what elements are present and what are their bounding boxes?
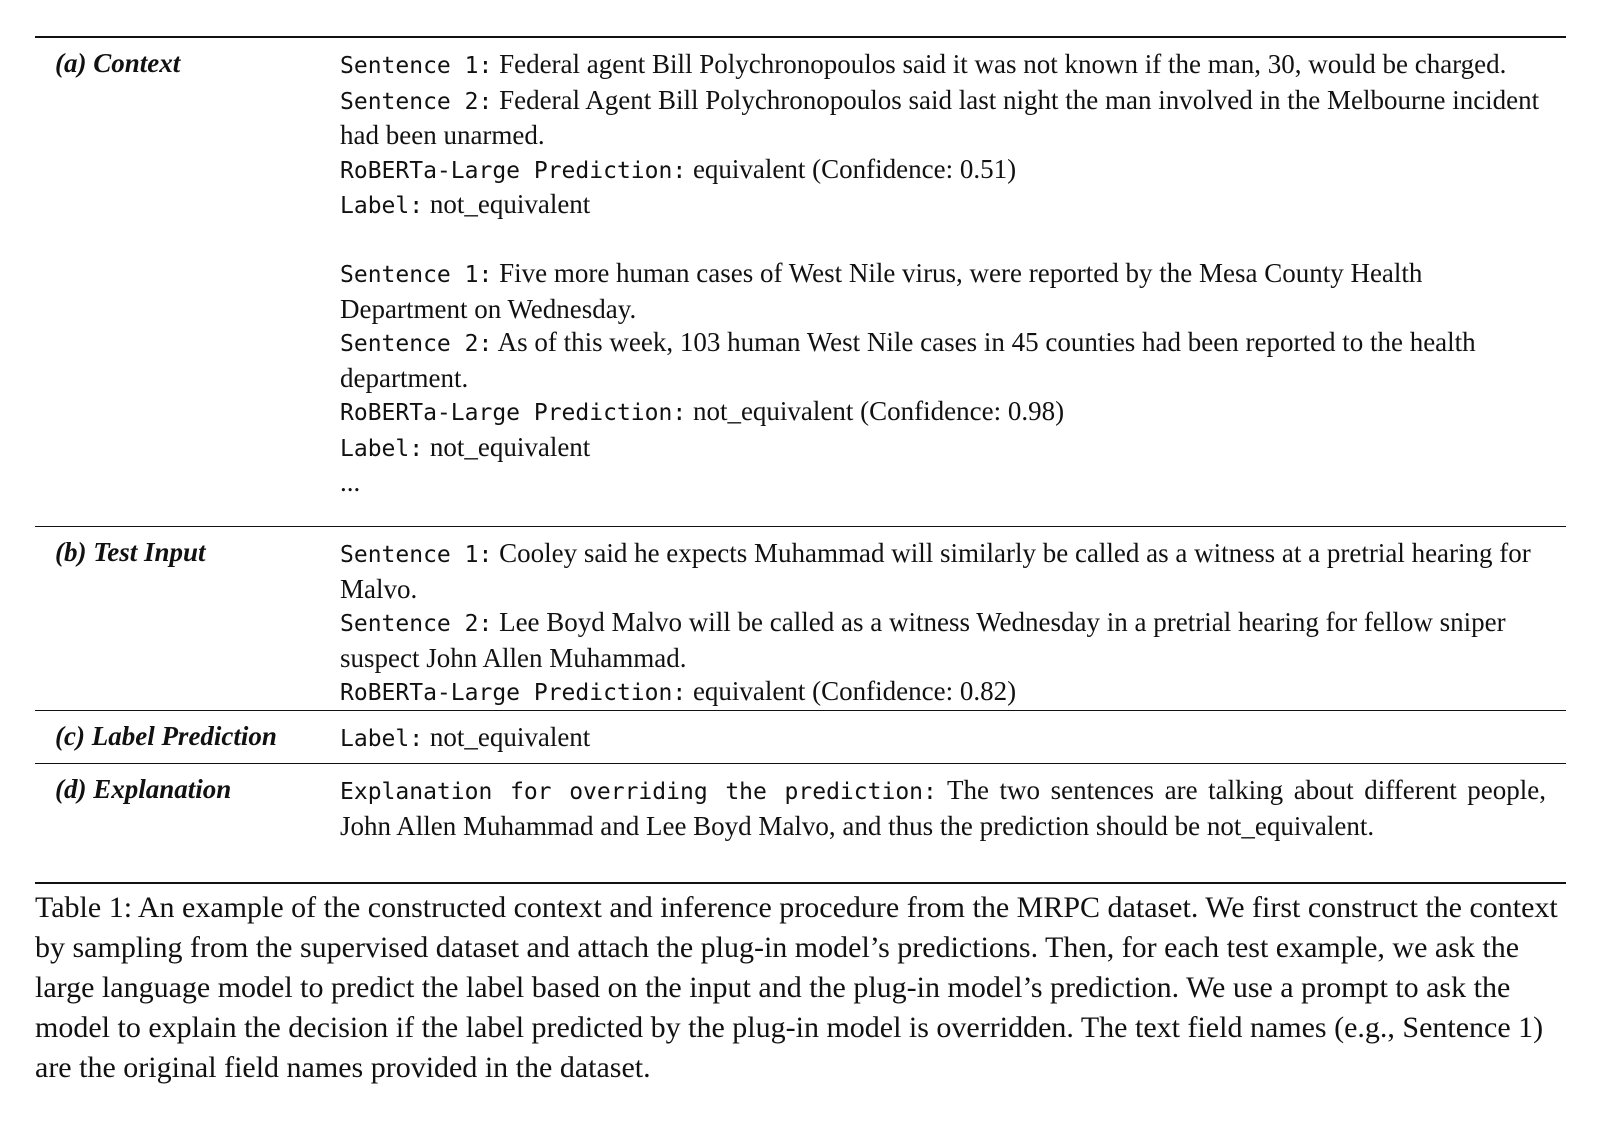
label-text: not_equivalent [429, 431, 591, 462]
sentence-text: Lee Boyd Malvo will be called as a witness Wednesday in a pretrial hearing for fellow sniper suspect John Allen Muhammad. [340, 607, 1506, 673]
example-prediction [340, 153, 1546, 189]
label-text: not_equivalent [429, 722, 591, 752]
example-table [35, 36, 1566, 884]
sentence-text: Federal agent Bill Polychronopoulos said it was not known if the man, 30, would be charged. [499, 49, 1507, 79]
predicted-label [340, 721, 1546, 757]
sentence-text: Cooley said he expects Muhammad will similarly be called as a witness at a pretrial hearing for Malvo. [340, 538, 1531, 604]
field-name: RoBERTa-Large Prediction: [340, 400, 687, 426]
example-label [340, 188, 1546, 224]
table-row-explanation [35, 763, 1566, 882]
sentence-text: Five more human cases of West Nile virus, were reported by the Mesa County Health Department on Wednesday. [340, 258, 1423, 324]
table-row-label-prediction [35, 710, 1566, 763]
example-sentence-1 [340, 257, 1546, 326]
prediction-text: not_equivalent (Confidence: 0.98) [692, 396, 1065, 426]
explanation-text: The two sentences are talking about different people, John Allen Muhammad and Lee Boyd Malvo, and thus the prediction should be not_equivalent. [340, 775, 1546, 841]
field-name: Sentence 2: [340, 331, 493, 357]
label-text: not_equivalent [429, 189, 591, 219]
field-name: Label: [340, 193, 424, 219]
ellipsis: ... [340, 467, 361, 497]
field-name: RoBERTa-Large Prediction: [340, 157, 687, 184]
field-name: Label: [340, 435, 424, 462]
sentence-text: Federal Agent Bill Polychronopoulos said last night the man involved in the Melbourne incident had been unarmed. [340, 84, 1540, 150]
field-name: Sentence 1: [340, 542, 493, 568]
row-label-context: (a) Context [55, 48, 181, 78]
field-name: Sentence 1: [340, 53, 493, 79]
table-caption: Table 1: An example of the constructed context and inference procedure from the MRPC dataset. We first construct the context by sampling from the supervised dataset and attach the plug-in model’s predictions. Then, for each test example, we ask the large language model to predict the label based on the input and the plug-in model’s prediction. We use a prompt to ask the model to explain the decision if the label predicted by the plug-in model is overridden. The text field names (e.g., Sentence 1) are the original field names provided in the dataset. [35, 891, 1558, 1084]
row-label-explanation: (d) Explanation [55, 774, 232, 804]
sentence-text: As of this week, 103 human West Nile cases in 45 counties had been reported to the health department. [340, 327, 1476, 393]
example-sentence-2 [340, 84, 1546, 153]
table-row-test-input [35, 526, 1566, 710]
row-label-test-input: (b) Test Input [55, 537, 206, 567]
field-name: Sentence 2: [340, 88, 493, 115]
field-name: Label: [340, 726, 424, 752]
test-input-content [340, 527, 1566, 710]
prediction-text: equivalent (Confidence: 0.51) [692, 153, 1017, 184]
explanation-content [340, 764, 1566, 882]
field-name: Sentence 1: [340, 262, 493, 288]
table-row-context [35, 38, 1566, 526]
context-content [340, 38, 1566, 526]
field-name: RoBERTa-Large Prediction: [340, 680, 687, 706]
example-prediction [340, 395, 1546, 431]
field-name: Sentence 2: [340, 611, 493, 637]
example-sentence-1 [340, 48, 1546, 84]
test-sentence-1 [340, 537, 1546, 606]
example-label [340, 431, 1546, 467]
context-example-1 [340, 48, 1546, 224]
example-spacer [340, 224, 1546, 258]
row-label-label-prediction: (c) Label Prediction [55, 721, 277, 751]
test-sentence-2 [340, 606, 1546, 675]
field-name: Explanation for overriding the prediction: [340, 779, 937, 805]
label-prediction-content [340, 711, 1566, 763]
example-sentence-2 [340, 326, 1546, 395]
context-example-2 [340, 257, 1546, 466]
prediction-text: equivalent (Confidence: 0.82) [692, 676, 1017, 706]
test-prediction [340, 675, 1546, 711]
